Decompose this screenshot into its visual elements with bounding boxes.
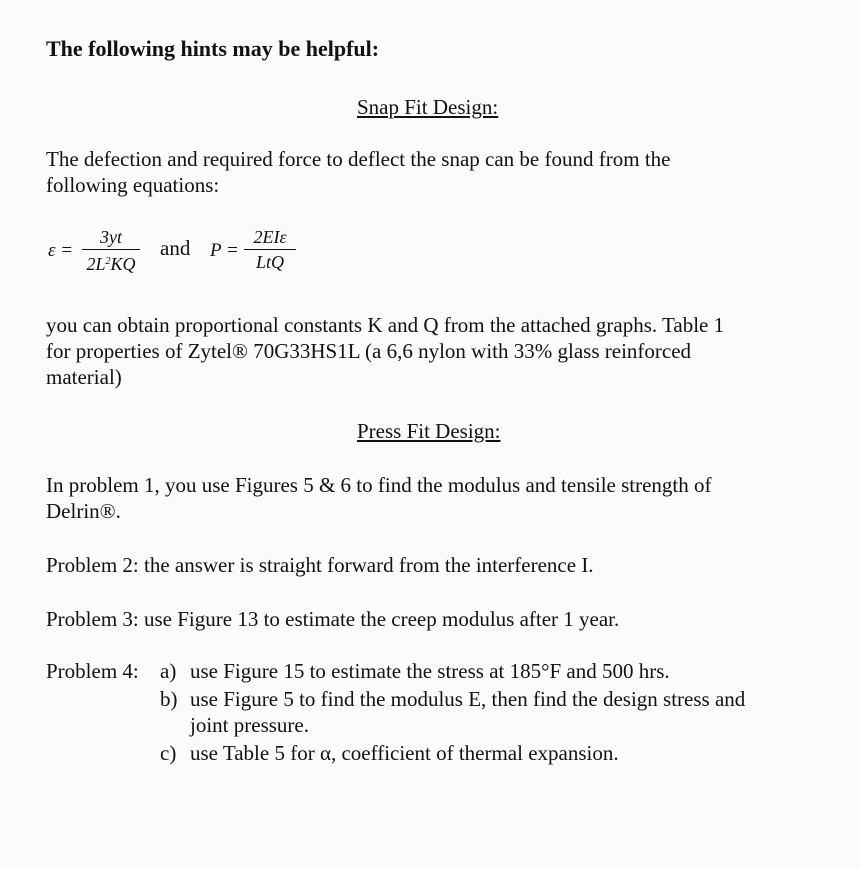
den-part-b: KQ — [110, 254, 136, 274]
snap-fit-body — [46, 312, 836, 390]
fraction-bar — [82, 249, 140, 250]
den-superscript: 2 — [105, 256, 111, 267]
problem-4a-text: use Figure 15 to estimate the stress at 185°F and 500 hrs. — [190, 659, 670, 683]
problem-4b-text-line2: joint pressure. — [190, 713, 309, 737]
equation-force-lhs: P = — [210, 240, 239, 261]
problem-4c-text: use Table 5 for α, coefficient of thermal expansion. — [190, 741, 619, 765]
page-heading: The following hints may be helpful: — [46, 36, 380, 61]
den-part-a: 2L — [86, 254, 106, 274]
equation-and: and — [160, 236, 191, 260]
equation-force-fraction — [244, 227, 296, 272]
snap-fit-body-line3: material) — [46, 365, 122, 389]
problem-2: Problem 2: the answer is straight forward from the interference I. — [46, 553, 594, 577]
equation-strain-denominator — [82, 252, 140, 274]
snap-fit-body-line2: for properties of Zytel® 70G33HS1L (a 6,6 nylon with 33% glass reinforced — [46, 339, 692, 363]
equation-force-denominator: LtQ — [255, 252, 284, 272]
problem-3: Problem 3: use Figure 13 to estimate the creep modulus after 1 year. — [46, 607, 620, 631]
snap-fit-title: Snap Fit Design: — [357, 95, 499, 119]
problem-1-line2: Delrin®. — [46, 499, 121, 523]
fraction-bar — [244, 249, 296, 250]
problem-4a-marker: a) — [160, 659, 177, 683]
problem-4c-marker: c) — [160, 741, 177, 765]
problem-4-label: Problem 4: — [46, 659, 139, 683]
snap-fit-intro — [46, 146, 826, 198]
problem-1 — [46, 472, 836, 524]
problem-4b-marker: b) — [160, 687, 178, 711]
equation-strain-numerator: 3yt — [100, 227, 122, 247]
equation-strain-lhs: ε = — [48, 240, 74, 261]
problem-1-line1: In problem 1, you use Figures 5 & 6 to find the modulus and tensile strength of — [46, 473, 712, 497]
snap-fit-intro-line1: The defection and required force to deflect the snap can be found from the — [46, 147, 671, 171]
press-fit-title: Press Fit Design: — [357, 419, 501, 443]
snap-fit-intro-line2: following equations: — [46, 173, 220, 197]
snap-fit-body-line1: you can obtain proportional constants K and Q from the attached graphs. Table 1 — [46, 313, 725, 337]
equation-force-numerator: 2EIε — [253, 227, 287, 247]
problem-4b-text-line1: use Figure 5 to find the modulus E, then find the design stress and — [190, 687, 746, 711]
equation-strain-fraction — [82, 227, 140, 274]
